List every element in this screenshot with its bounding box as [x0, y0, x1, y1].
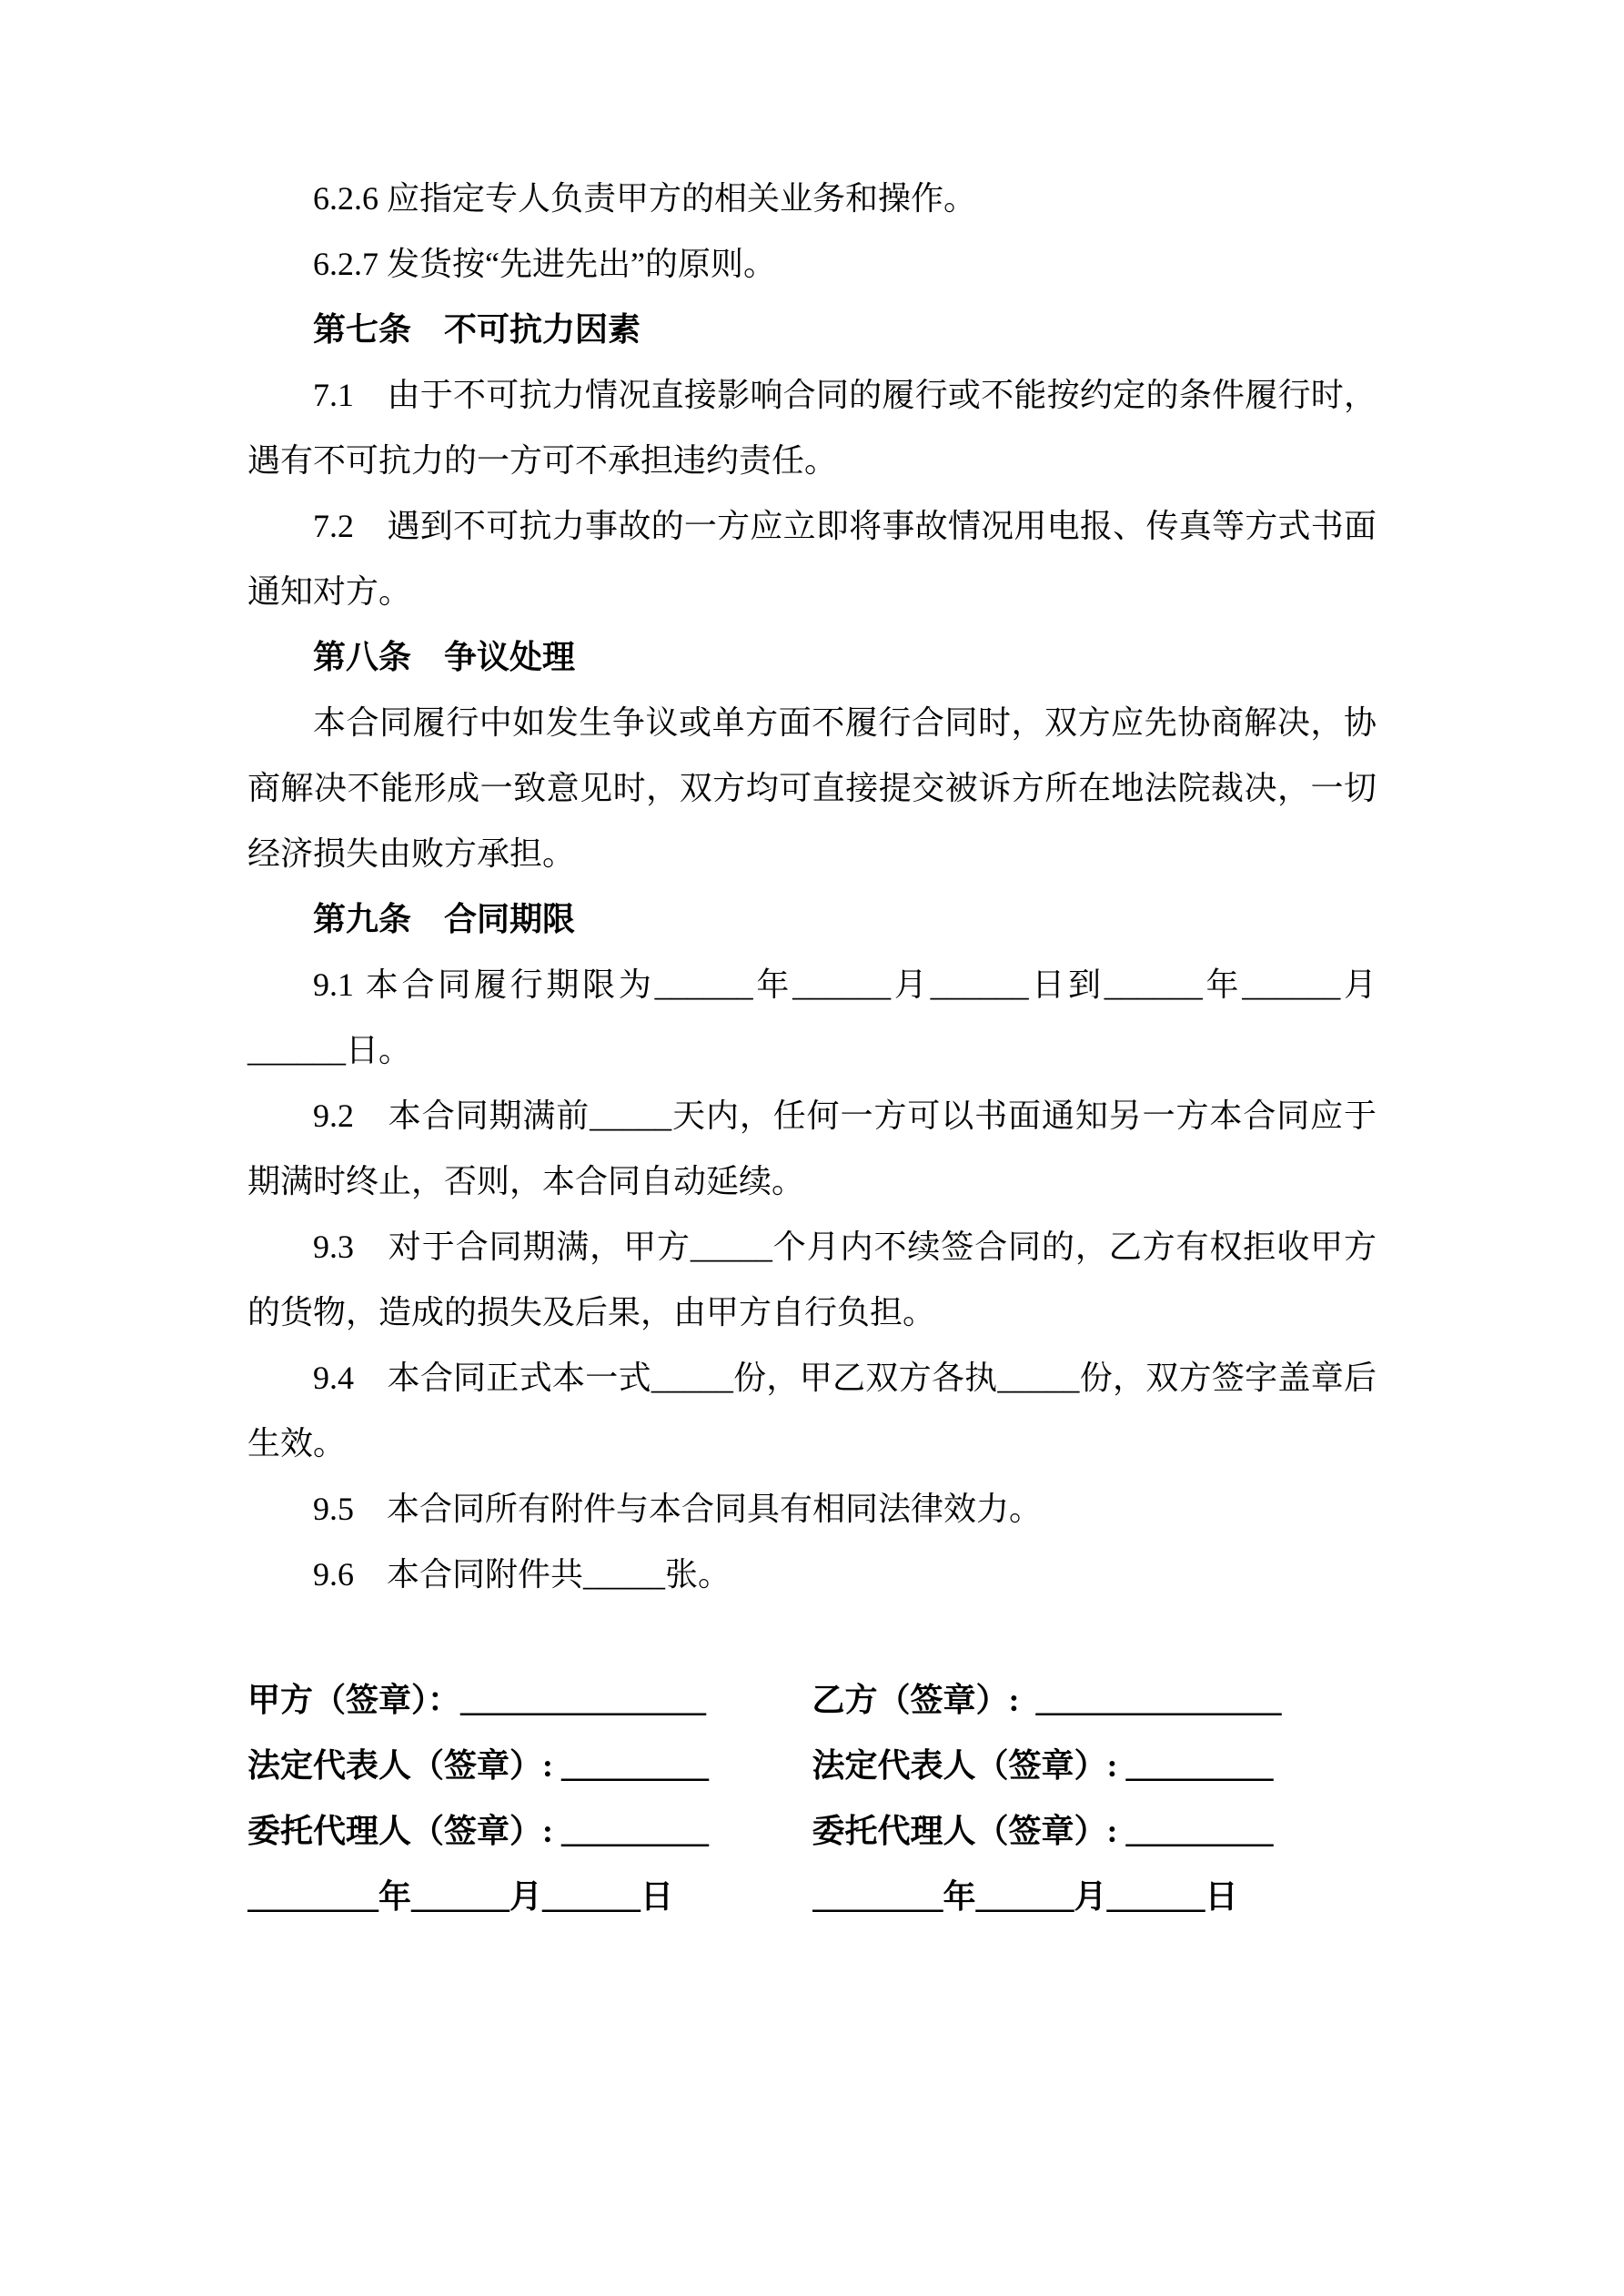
clause-9-5: 9.5 本合同所有附件与本合同具有相同法律效力。	[313, 1491, 1043, 1527]
clause-6-2-7: 6.2.7 发货按“先进先出”的原则。	[313, 246, 776, 282]
party-a-seal-line: 甲方（签章）：_______________	[247, 1682, 707, 1718]
clause-9-3: 9.3 对于合同期满，甲方_____个月内不续签合同的，乙方有权拒收甲方的货物，造成的损失及后果，由甲方自行负担。	[247, 1229, 1377, 1330]
clause-9-6: 9.6 本合同附件共_____张。	[313, 1556, 731, 1593]
article-9-heading: 第九条 合同期限	[313, 901, 576, 937]
article-8-body: 本合同履行中如发生争议或单方面不履行合同时，双方应先协商解决，协商解决不能形成一致意见时，双方均可直接提交被诉方所在地法院裁决，一切经济损失由败方承担。	[247, 704, 1377, 872]
party-a-agent-line: 委托代理人（签章）: _________	[247, 1813, 709, 1849]
clause-9-1: 9.1 本合同履行期限为______年______月______日到______年______月______日。	[247, 966, 1377, 1068]
party-b-date-line: ________年______月______日	[812, 1878, 1238, 1915]
party-b-agent-line: 委托代理人（签章）: _________	[812, 1813, 1274, 1849]
clause-7-2: 7.2 遇到不可抗力事故的一方应立即将事故情况用电报、传真等方式书面通知对方。	[247, 508, 1377, 610]
clause-9-4: 9.4 本合同正式本一式_____份，甲乙双方各执_____份，双方签字盖章后生效。	[247, 1360, 1377, 1462]
party-a-legal-rep-line: 法定代表人（签章）: _________	[247, 1747, 709, 1784]
clause-7-1: 7.1 由于不可抗力情况直接影响合同的履行或不能按约定的条件履行时，遇有不可抗力的一方可不承担违约责任。	[247, 377, 1377, 479]
party-a-date-line: ________年______月______日	[247, 1878, 673, 1915]
signature-row-agent	[247, 1798, 1377, 1864]
party-b-seal-line: 乙方（签章）: _______________	[812, 1682, 1282, 1718]
clause-9-2: 9.2 本合同期满前_____天内，任何一方可以书面通知另一方本合同应于期满时终止，否则，本合同自动延续。	[247, 1097, 1377, 1199]
signature-block	[247, 1667, 1377, 1929]
signature-row-date	[247, 1864, 1377, 1929]
signature-row-seal	[247, 1667, 1377, 1733]
party-b-legal-rep-line: 法定代表人（签章）: _________	[812, 1747, 1274, 1784]
signature-row-legal-rep	[247, 1733, 1377, 1798]
clause-6-2-6: 6.2.6 应指定专人负责甲方的相关业务和操作。	[313, 180, 977, 217]
article-7-heading: 第七条 不可抗力因素	[313, 311, 641, 348]
article-8-heading: 第八条 争议处理	[313, 639, 576, 675]
